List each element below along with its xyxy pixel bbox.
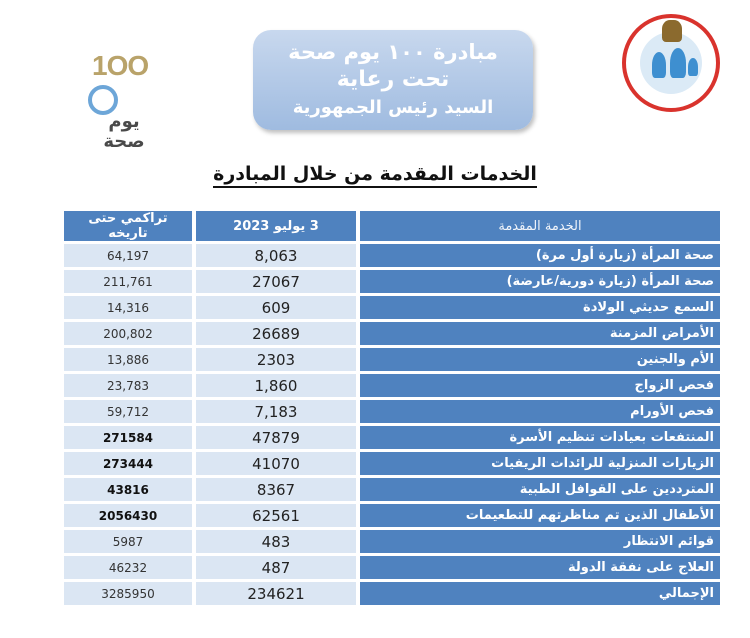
check-icon: [88, 85, 118, 115]
header-cumulative: تراكمي حتى تاريخه: [64, 211, 192, 241]
cumulative-count-cell: 2056430: [64, 504, 192, 527]
cumulative-count-cell: 5987: [64, 530, 192, 553]
service-cell: العلاج على نفقة الدولة: [360, 556, 720, 579]
eagle-icon: [662, 20, 682, 42]
service-cell: صحة المرأة (زيارة أول مرة): [360, 244, 720, 267]
table-row: [64, 452, 720, 475]
cumulative-count-cell: 273444: [64, 452, 192, 475]
cumulative-count-cell: 3285950: [64, 582, 192, 605]
cumulative-count-cell: 46232: [64, 556, 192, 579]
family-icon: [688, 58, 698, 76]
100-days-logo: [92, 50, 164, 152]
daily-count-cell: 27067: [196, 270, 356, 293]
service-cell: فحص الزواج: [360, 374, 720, 397]
daily-count-cell: 26689: [196, 322, 356, 345]
page-title: الخدمات المقدمة من خلال المبادرة: [0, 163, 750, 185]
service-cell: الزيارات المنزلية للرائدات الريفيات: [360, 452, 720, 475]
logo-word-day: يوم: [108, 111, 140, 132]
daily-count-cell: 8,063: [196, 244, 356, 267]
cumulative-count-cell: 43816: [64, 478, 192, 501]
daily-count-cell: 483: [196, 530, 356, 553]
service-cell: قوائم الانتظار: [360, 530, 720, 553]
service-cell: المنتفعات بعيادات تنظيم الأسرة: [360, 426, 720, 449]
logo-number: 1OO: [92, 50, 149, 81]
cumulative-count-cell: 64,197: [64, 244, 192, 267]
table-row: [64, 530, 720, 553]
daily-count-cell: 47879: [196, 426, 356, 449]
daily-count-cell: 2303: [196, 348, 356, 371]
service-cell: الأمراض المزمنة: [360, 322, 720, 345]
service-cell: الأطفال الذين تم مناظرتهم للتطعيمات: [360, 504, 720, 527]
daily-count-cell: 62561: [196, 504, 356, 527]
logo-word-health: صحة: [103, 131, 145, 152]
cumulative-count-cell: 59,712: [64, 400, 192, 423]
table-row: [64, 478, 720, 501]
table-row: [64, 322, 720, 345]
table-row: [64, 426, 720, 449]
cumulative-count-cell: 271584: [64, 426, 192, 449]
daily-count-cell: 7,183: [196, 400, 356, 423]
cumulative-count-cell: 13,886: [64, 348, 192, 371]
table-row: [64, 504, 720, 527]
ministry-seal-logo: [622, 14, 720, 112]
service-cell: المترددين على القوافل الطبية: [360, 478, 720, 501]
banner-line-2: تحت رعاية: [336, 67, 450, 92]
table-row: [64, 348, 720, 371]
table-row: [64, 556, 720, 579]
family-icon: [670, 48, 686, 78]
service-cell: صحة المرأة (زيارة دورية/عارضة): [360, 270, 720, 293]
table-row: [64, 582, 720, 605]
daily-count-cell: 1,860: [196, 374, 356, 397]
initiative-banner: [253, 30, 533, 130]
table-row: [64, 400, 720, 423]
daily-count-cell: 41070: [196, 452, 356, 475]
cumulative-count-cell: 14,316: [64, 296, 192, 319]
service-cell: السمع حديثي الولادة: [360, 296, 720, 319]
table-row: [64, 244, 720, 267]
daily-count-cell: 234621: [196, 582, 356, 605]
table-row: [64, 374, 720, 397]
daily-count-cell: 8367: [196, 478, 356, 501]
service-cell: الأم والجنين: [360, 348, 720, 371]
family-icon: [652, 52, 666, 78]
cumulative-count-cell: 23,783: [64, 374, 192, 397]
service-cell: فحص الأورام: [360, 400, 720, 423]
header-service: الخدمة المقدمة: [360, 211, 720, 241]
table-row: [64, 270, 720, 293]
table-header-row: [64, 211, 720, 241]
services-table: [60, 208, 724, 608]
table-row: [64, 296, 720, 319]
header-date: 3 يوليو 2023: [196, 211, 356, 241]
service-cell: الإجمالي: [360, 582, 720, 605]
banner-line-1: مبادرة ١٠٠ يوم صحة: [288, 40, 498, 64]
cumulative-count-cell: 211,761: [64, 270, 192, 293]
banner-line-3: السيد رئيس الجمهورية: [292, 97, 494, 118]
daily-count-cell: 487: [196, 556, 356, 579]
cumulative-count-cell: 200,802: [64, 322, 192, 345]
daily-count-cell: 609: [196, 296, 356, 319]
